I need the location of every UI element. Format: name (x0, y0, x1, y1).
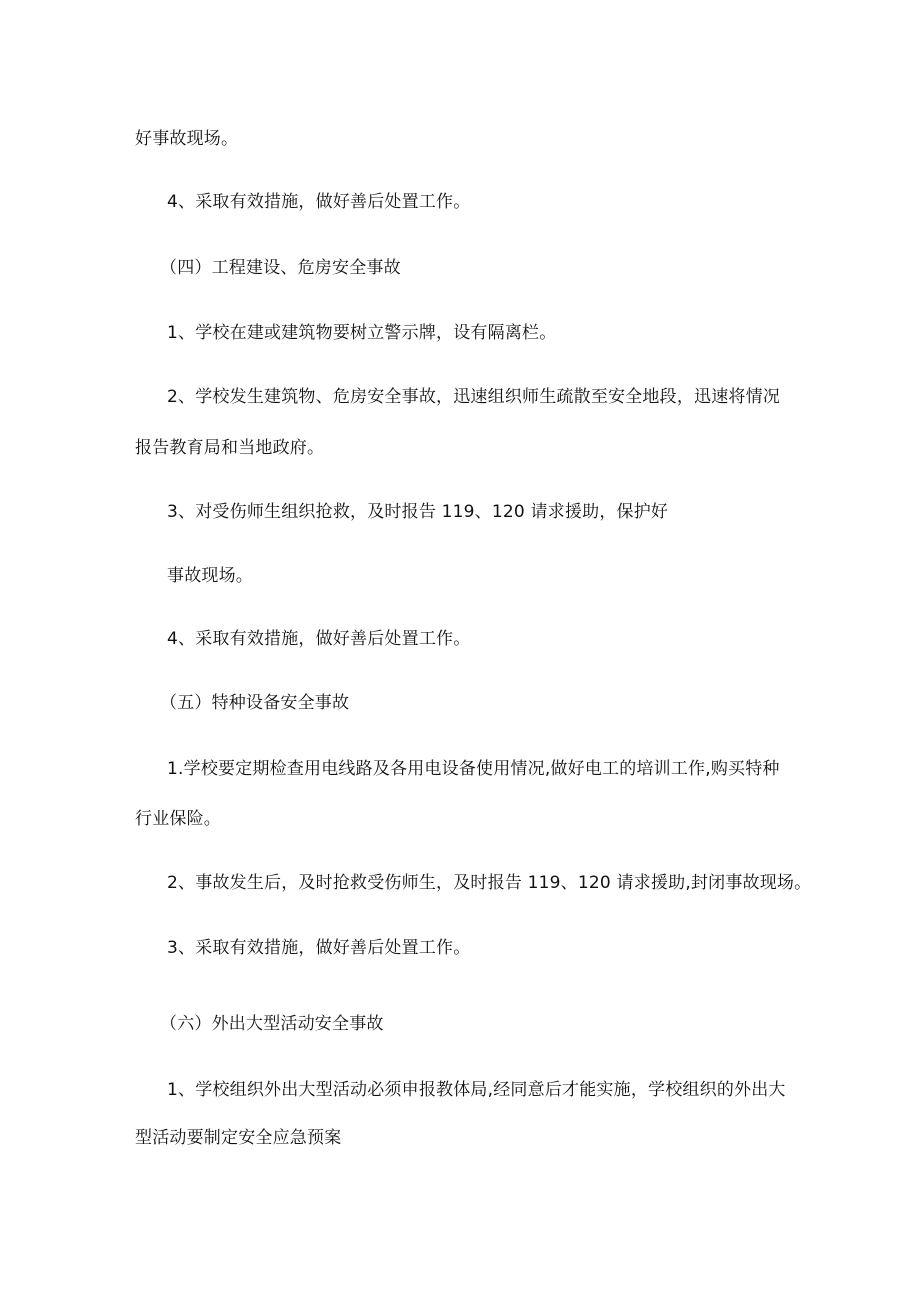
body-text-line: 事故现场。 (167, 566, 253, 586)
section-heading: （四）工程建设、危房安全事故 (160, 258, 401, 278)
list-item: 2、事故发生后，及时抢救受伤师生，及时报告 119、120 请求援助,封闭事故现场。 (167, 873, 812, 893)
list-item: 3、采取有效措施，做好善后处置工作。 (167, 938, 471, 958)
body-text-line: 报告教育局和当地政府。 (135, 438, 325, 458)
body-text-line: 行业保险。 (135, 809, 221, 829)
list-item: 1.学校要定期检查用电线路及各用电设备使用情况,做好电工的培训工作,购买特种 (167, 759, 780, 779)
body-text-line: 好事故现场。 (135, 129, 239, 149)
list-item: 1、学校在建或建筑物要树立警示牌，设有隔离栏。 (167, 323, 557, 343)
section-heading: （五）特种设备安全事故 (160, 693, 350, 713)
list-item: 3、对受伤师生组织抢救，及时报告 119、120 请求援助，保护好 (167, 502, 669, 522)
list-item: 1、学校组织外出大型活动必须申报教体局,经同意后才能实施，学校组织的外出大 (167, 1080, 786, 1100)
section-heading: （六）外出大型活动安全事故 (160, 1014, 384, 1034)
list-item: 4、采取有效措施，做好善后处置工作。 (167, 192, 471, 212)
list-item: 2、学校发生建筑物、危房安全事故，迅速组织师生疏散至安全地段，迅速将情况 (167, 387, 781, 407)
body-text-line: 型活动要制定安全应急预案 (135, 1128, 342, 1148)
list-item: 4、采取有效措施，做好善后处置工作。 (167, 629, 471, 649)
